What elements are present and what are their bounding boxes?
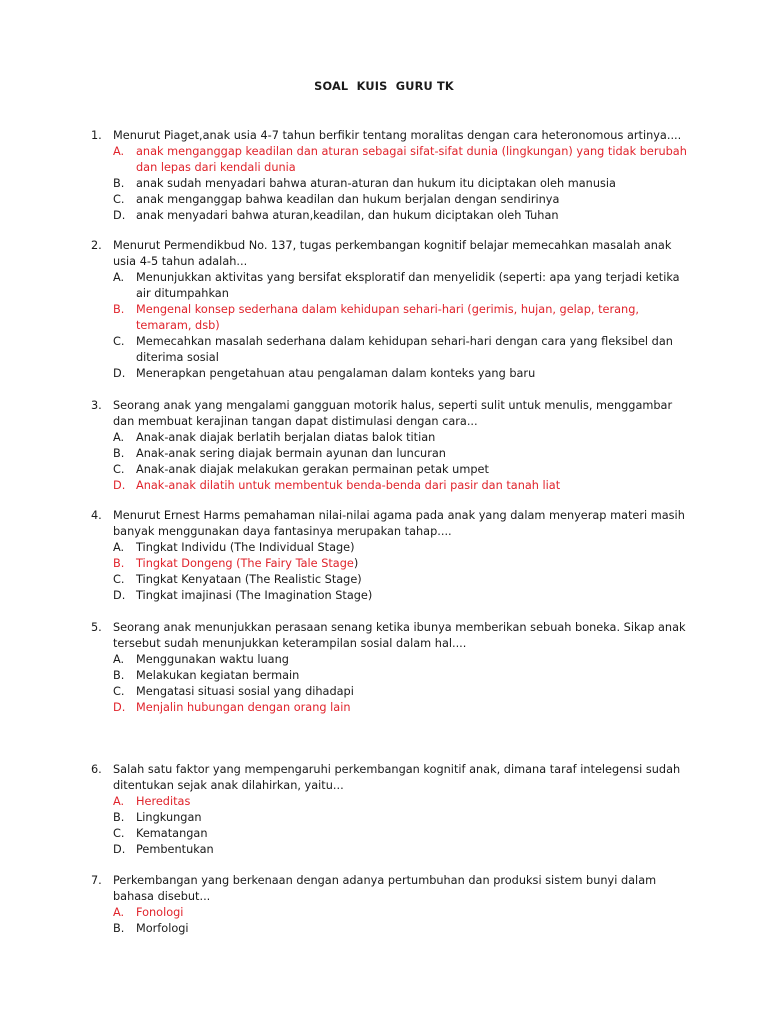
question-stem-line <box>0 620 768 636</box>
option-text: Pembentukan <box>136 843 214 856</box>
answer-option-d <box>0 366 768 382</box>
question-number: 7. <box>91 874 102 887</box>
option-text-suffix: ) <box>353 557 359 570</box>
answer-option-d <box>0 700 768 716</box>
question-6 <box>0 762 768 858</box>
option-text: Menjalin hubungan dengan orang lain <box>136 701 351 714</box>
question-stem-text: ditentukan sejak anak dilahirkan, yaitu... <box>113 779 344 792</box>
option-text: Anak-anak diajak melakukan gerakan permainan petak umpet <box>136 463 489 476</box>
answer-option-c <box>0 192 768 208</box>
question-stem-text: Salah satu faktor yang mempengaruhi perkembangan kognitif anak, dimana taraf intelegensi sudah <box>113 763 681 776</box>
question-stem-text: Menurut Piaget,anak usia 4-7 tahun berfikir tentang moralitas dengan cara heteronomous artinya.... <box>113 129 682 142</box>
option-label: B. <box>113 177 125 190</box>
answer-option-b <box>0 556 768 572</box>
answer-option-a <box>0 794 768 810</box>
option-label: D. <box>113 843 126 856</box>
question-1 <box>0 128 768 224</box>
question-stem-text: Seorang anak menunjukkan perasaan senang ketika ibunya memberikan sebuah boneka. Sikap anak <box>113 621 686 634</box>
option-text: Lingkungan <box>136 811 202 824</box>
option-text: anak menyadari bahwa aturan,keadilan, dan hukum diciptakan oleh Tuhan <box>136 209 559 222</box>
page-title: SOAL KUIS GURU TK <box>314 80 454 93</box>
answer-option-a <box>0 286 768 302</box>
question-stem-line <box>0 398 768 414</box>
question-number: 5. <box>91 621 102 634</box>
option-label: D. <box>113 209 126 222</box>
question-stem-text: Perkembangan yang berkenaan dengan adanya pertumbuhan dan produksi sistem bunyi dalam <box>113 874 657 887</box>
answer-option-c <box>0 334 768 350</box>
option-text: air ditumpahkan <box>136 287 229 300</box>
question-stem-text: Menurut Permendikbud No. 137, tugas perkembangan kognitif belajar memecahkan masalah anak <box>113 239 672 252</box>
option-label: B. <box>113 557 125 570</box>
option-text: Menggunakan waktu luang <box>136 653 289 666</box>
question-stem-line <box>0 414 768 430</box>
question-number: 1. <box>91 129 102 142</box>
question-stem-text: bahasa disebut... <box>113 890 211 903</box>
option-text: Tingkat Kenyataan (The Realistic Stage) <box>136 573 362 586</box>
option-text: diterima sosial <box>136 351 219 364</box>
option-text: temaram, dsb) <box>136 319 220 332</box>
option-label: C. <box>113 827 125 840</box>
question-stem-line <box>0 636 768 652</box>
answer-option-c <box>0 462 768 478</box>
option-label: B. <box>113 922 125 935</box>
question-stem-line <box>0 762 768 778</box>
option-label: A. <box>113 431 125 444</box>
answer-option-d <box>0 208 768 224</box>
option-text: Morfologi <box>136 922 189 935</box>
question-stem-line <box>0 238 768 254</box>
answer-option-c <box>0 684 768 700</box>
option-text: Tingkat Dongeng (The Fairy Tale Stage) <box>136 557 359 570</box>
option-text: Memecahkan masalah sederhana dalam kehidupan sehari-hari dengan cara yang fleksibel dan <box>136 335 673 348</box>
question-3 <box>0 398 768 494</box>
answer-option-d <box>0 842 768 858</box>
question-5 <box>0 620 768 716</box>
option-label: C. <box>113 685 125 698</box>
question-stem-line <box>0 508 768 524</box>
question-2 <box>0 238 768 382</box>
question-number: 6. <box>91 763 102 776</box>
answer-option-a <box>0 160 768 176</box>
answer-option-b <box>0 810 768 826</box>
answer-option-a <box>0 144 768 160</box>
answer-option-c <box>0 350 768 366</box>
option-label: D. <box>113 367 126 380</box>
option-label: B. <box>113 447 125 460</box>
question-number: 2. <box>91 239 102 252</box>
option-text: Anak-anak diajak berlatih berjalan diatas balok titian <box>136 431 436 444</box>
option-text: Melakukan kegiatan bermain <box>136 669 300 682</box>
option-text: Mengenal konsep sederhana dalam kehidupan sehari-hari (gerimis, hujan, gelap, terang, <box>136 303 639 316</box>
answer-option-b <box>0 668 768 684</box>
question-stem-text: Menurut Ernest Harms pemahaman nilai-nilai agama pada anak yang dalam menyerap materi masih <box>113 509 685 522</box>
option-label: B. <box>113 669 125 682</box>
answer-option-b <box>0 302 768 318</box>
answer-option-c <box>0 826 768 842</box>
option-text: Mengatasi situasi sosial yang dihadapi <box>136 685 354 698</box>
question-stem-text: dan membuat kerajinan tangan dapat distimulasi dengan cara... <box>113 415 478 428</box>
option-label: D. <box>113 479 126 492</box>
option-text: anak sudah menyadari bahwa aturan-aturan dan hukum itu diciptakan oleh manusia <box>136 177 616 190</box>
answer-option-b <box>0 318 768 334</box>
question-stem-line <box>0 254 768 270</box>
answer-option-a <box>0 540 768 556</box>
question-number: 3. <box>91 399 102 412</box>
option-label: B. <box>113 811 125 824</box>
option-text: Hereditas <box>136 795 191 808</box>
answer-option-c <box>0 572 768 588</box>
answer-option-a <box>0 905 768 921</box>
option-label: C. <box>113 463 125 476</box>
question-number: 4. <box>91 509 102 522</box>
option-label: C. <box>113 573 125 586</box>
answer-option-b <box>0 446 768 462</box>
option-text: anak menganggap bahwa keadilan dan hukum berjalan dengan sendirinya <box>136 193 560 206</box>
option-text: dan lepas dari kendali dunia <box>136 161 296 174</box>
answer-option-d <box>0 588 768 604</box>
option-text: Anak-anak sering diajak bermain ayunan dan luncuran <box>136 447 446 460</box>
question-7 <box>0 873 768 937</box>
question-stem-text: banyak menggunakan daya fantasinya merupakan tahap.... <box>113 525 452 538</box>
option-label: A. <box>113 795 125 808</box>
answer-option-d <box>0 478 768 494</box>
question-stem-line <box>0 889 768 905</box>
question-stem-text: tersebut sudah menunjukkan keterampilan sosial dalam hal.... <box>113 637 467 650</box>
answer-option-a <box>0 270 768 286</box>
answer-option-a <box>0 430 768 446</box>
option-label: B. <box>113 303 125 316</box>
option-text: Tingkat imajinasi (The Imagination Stage) <box>136 589 373 602</box>
option-text: Anak-anak dilatih untuk membentuk benda-benda dari pasir dan tanah liat <box>136 479 561 492</box>
answer-option-b <box>0 921 768 937</box>
option-label: A. <box>113 541 125 554</box>
question-stem-text: usia 4-5 tahun adalah... <box>113 255 248 268</box>
option-label: D. <box>113 589 126 602</box>
question-stem-line <box>0 524 768 540</box>
question-stem-line <box>0 873 768 889</box>
answer-option-b <box>0 176 768 192</box>
option-label: A. <box>113 653 125 666</box>
answer-option-a <box>0 652 768 668</box>
option-label: A. <box>113 271 125 284</box>
question-stem-line <box>0 778 768 794</box>
question-4 <box>0 508 768 604</box>
option-text: Kematangan <box>136 827 208 840</box>
option-text: anak menganggap keadilan dan aturan sebagai sifat-sifat dunia (lingkungan) yang tidak berubah <box>136 145 687 158</box>
option-text: Menerapkan pengetahuan atau pengalaman dalam konteks yang baru <box>136 367 536 380</box>
option-label: C. <box>113 193 125 206</box>
option-text: Menunjukkan aktivitas yang bersifat eksploratif dan menyelidik (seperti: apa yang terjadi ketika <box>136 271 680 284</box>
question-stem-line <box>0 128 768 144</box>
option-text: Tingkat Individu (The Individual Stage) <box>136 541 355 554</box>
question-stem-text: Seorang anak yang mengalami gangguan motorik halus, seperti sulit untuk menulis, menggambar <box>113 399 673 412</box>
option-text: Fonologi <box>136 906 184 919</box>
option-label: A. <box>113 906 125 919</box>
option-label: C. <box>113 335 125 348</box>
option-label: A. <box>113 145 125 158</box>
option-label: D. <box>113 701 126 714</box>
